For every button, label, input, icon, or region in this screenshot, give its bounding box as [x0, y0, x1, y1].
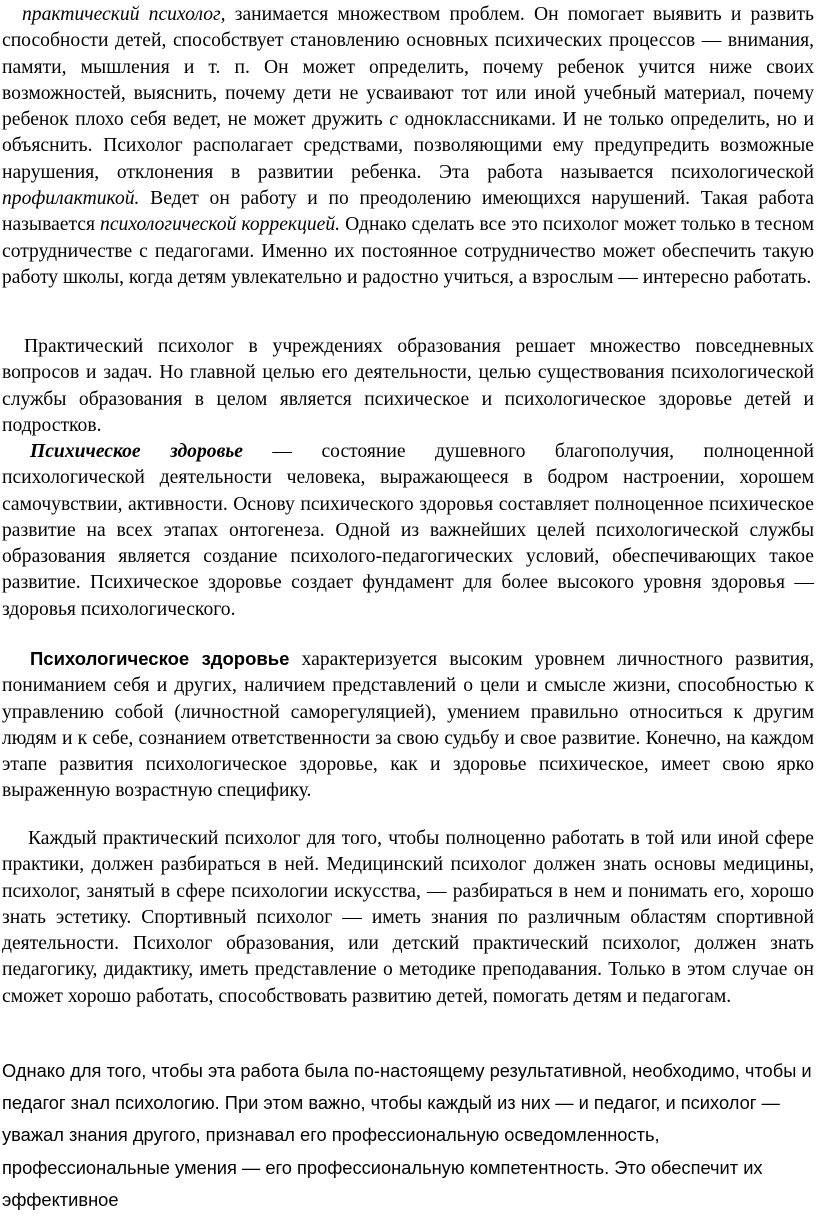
term-mental-health: Психическое здоровье: [30, 441, 243, 462]
paragraph-4: [2, 646, 814, 805]
term-psychological-health: Психологическое здоровье: [30, 648, 290, 669]
text-run: Ведет он работу и по преодолению имеющихся нарушений. Такая работа называется: [2, 188, 814, 236]
text-run: характеризуется высоким уровнем личностного развития, пониманием себя и других, наличием представлений о цели и смысле жизни, способностью к управлению собой (личностной саморегуляцией), умением правильно относиться к другим людям и к себе, сознанием ответственности за свою судьбу и свое развитие. Конечно, на каждом этапе развития психологическое здоровье, как и здоровье психическое, имеет свою ярко выраженную возрастную специфику.: [2, 649, 814, 802]
italic-term-correction: психологической коррекцией.: [100, 214, 341, 236]
paragraph-2: Практический психолог в учреждениях образования решает множество повседневных вопросов и задач. Но главной целью его деятельности, целью существования психологической службы образования в целом является психическое и психологическое здоровье детей и подростков.: [2, 336, 814, 436]
text-run: Однако сделать все это психолог может только в тесном сотрудничестве с педагогами. Именно их постоянное сотрудничество может обеспечить такую работу школы, когда детям увлекательно и радостно учиться, а взрослым — интересно работать.: [2, 214, 814, 288]
paragraph-1: [2, 2, 814, 291]
text-run: занимается множеством проблем. Он помогает выявить и развить способности детей, способствует становлению основных психических процессов — внимания, памяти, мышления и т. п. Он может определить, почему ребенок учится ниже своих возможностей, выяснить, почему дети не усваивают тот или иной учебный материал, почему ребенок плохо себя ведет, не может дружить: [2, 4, 814, 131]
text-run: одноклассниками. И не только определить, но и объяснить. Психолог располагает средствами, позволяющими ему предупредить возможные нарушения, отклонения в развитии ребенка. Эта работа называется психологической: [2, 109, 814, 183]
italic-lead: практический психолог,: [22, 4, 226, 25]
italic-term-prophylaxis: профилактикой.: [2, 188, 140, 210]
paragraph-5: Каждый практический психолог для того, чтобы полноценно работать в той или иной сфере практики, должен разбираться в ней. Медицинский психолог должен знать основы медицины, психолог, занятый в сфере психологии искусства, — разбираться в нем и понимать его, хорошо знать эстетику. Спортивный психолог — иметь знания по различным областям спортивной деятельности. Психолог образования, или детский практический психолог, должен знать педагогику, дидактику, иметь представление о методике преподавания. Только в этом случае он сможет хорошо работать, способствовать развитию детей, помогать детям и педагогам.: [2, 828, 814, 1007]
italic-run: с: [389, 109, 398, 131]
text-run: — состояние душевного благополучия, полноценной психологической деятельности человека, выражающееся в бодром настроении, хорошем самочувствии, активности. Основу психического здоровья составляет полноценное психическое развитие на всех этапах онтогенеза. Одной из важнейших целей психологической службы образования является создание психолого-педагогических условий, обеспечивающих такое развитие. Психическое здоровье создает фундамент для более высокого уровня здоровья — здоровья психологического.: [2, 441, 814, 620]
paragraph-3: [2, 439, 814, 623]
paragraph-6: Однако для того, чтобы эта работа была по-настоящему результативной, необходимо, чтобы и педагог знал психологию. При этом важно, чтобы каждый из них — и педагог, и психолог — уважал знания другого, признавал его профессиональную осведомленность, профессиональные умения — его профессиональную компетентность. Это обеспечит их эффективное: [2, 1060, 812, 1210]
